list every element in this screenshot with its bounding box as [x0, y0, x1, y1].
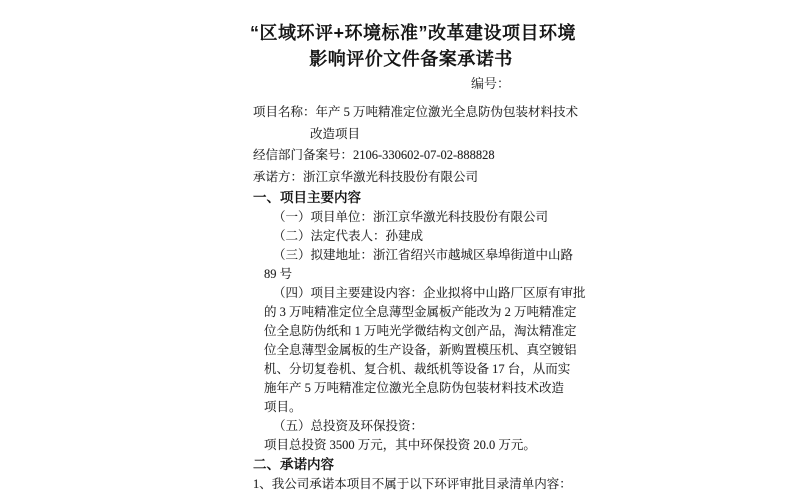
meta-project-name-continued: 改造项目	[310, 126, 361, 141]
section1-item-4: （四）项目主要建设内容：企业拟将中山路厂区原有审批	[273, 286, 586, 300]
commitment-letter	[250, 20, 586, 490]
doc-title	[250, 20, 577, 72]
meta-promisor: 承诺方：浙江京华激光科技股份有限公司	[253, 169, 479, 184]
section1-item-1: （一）项目单位：浙江京华激光科技股份有限公司	[273, 210, 549, 224]
section1-heading: 一、项目主要内容	[253, 190, 361, 205]
meta-block	[250, 102, 579, 188]
doc-title-line1: “区域环评+环境标准”改革建设项目环境	[250, 23, 577, 43]
section1-item-4-line-5: 机、分切复卷机、复合机、裁纸机等设备 17 台，从而实	[264, 362, 571, 376]
section1-item-2: （二）法定代表人：孙建成	[273, 229, 424, 243]
section1-item-4-line-4: 位全息薄型金属板的生产设备，新购置模压机、真空镀铝	[264, 343, 577, 357]
section1-item-4-line-6: 施年产 5 万吨精准定位激光全息防伪包装材料技术改造	[264, 381, 565, 395]
section2-heading: 二、承诺内容	[253, 457, 334, 472]
meta-project-name: 项目名称：年产 5 万吨精准定位激光全息防伪包装材料技术	[253, 105, 579, 119]
section2-item-1: 1、我公司承诺本项目不属于以下环评审批目录清单内容：	[253, 477, 572, 490]
section1-body	[250, 208, 586, 455]
section1-item-4-line-7: 项目。	[264, 400, 302, 414]
meta-filing-number: 经信部门备案号：2106-330602-07-02-888828	[253, 148, 495, 162]
section2-body	[250, 475, 572, 490]
section1-item-4-line-2: 的 3 万吨精准定位全息薄型金属板产能改为 2 万吨精准定	[264, 305, 577, 319]
doc-title-line2: 影响评价文件备案承诺书	[309, 49, 513, 69]
section1-item-3: （三）拟建地址：浙江省绍兴市越城区皋埠街道中山路	[273, 248, 574, 262]
section1-item-3-continued: 89 号	[264, 267, 293, 281]
serial-number-label: 编号：	[470, 76, 510, 91]
section1-item-5: （五）总投资及环保投资：	[273, 419, 424, 433]
section1-item-5-investment: 项目总投资 3500 万元，其中环保投资 20.0 万元。	[264, 438, 536, 452]
section1-item-4-line-3: 位全息防伪纸和 1 万吨光学微结构文创产品，淘汰精准定	[264, 324, 577, 338]
